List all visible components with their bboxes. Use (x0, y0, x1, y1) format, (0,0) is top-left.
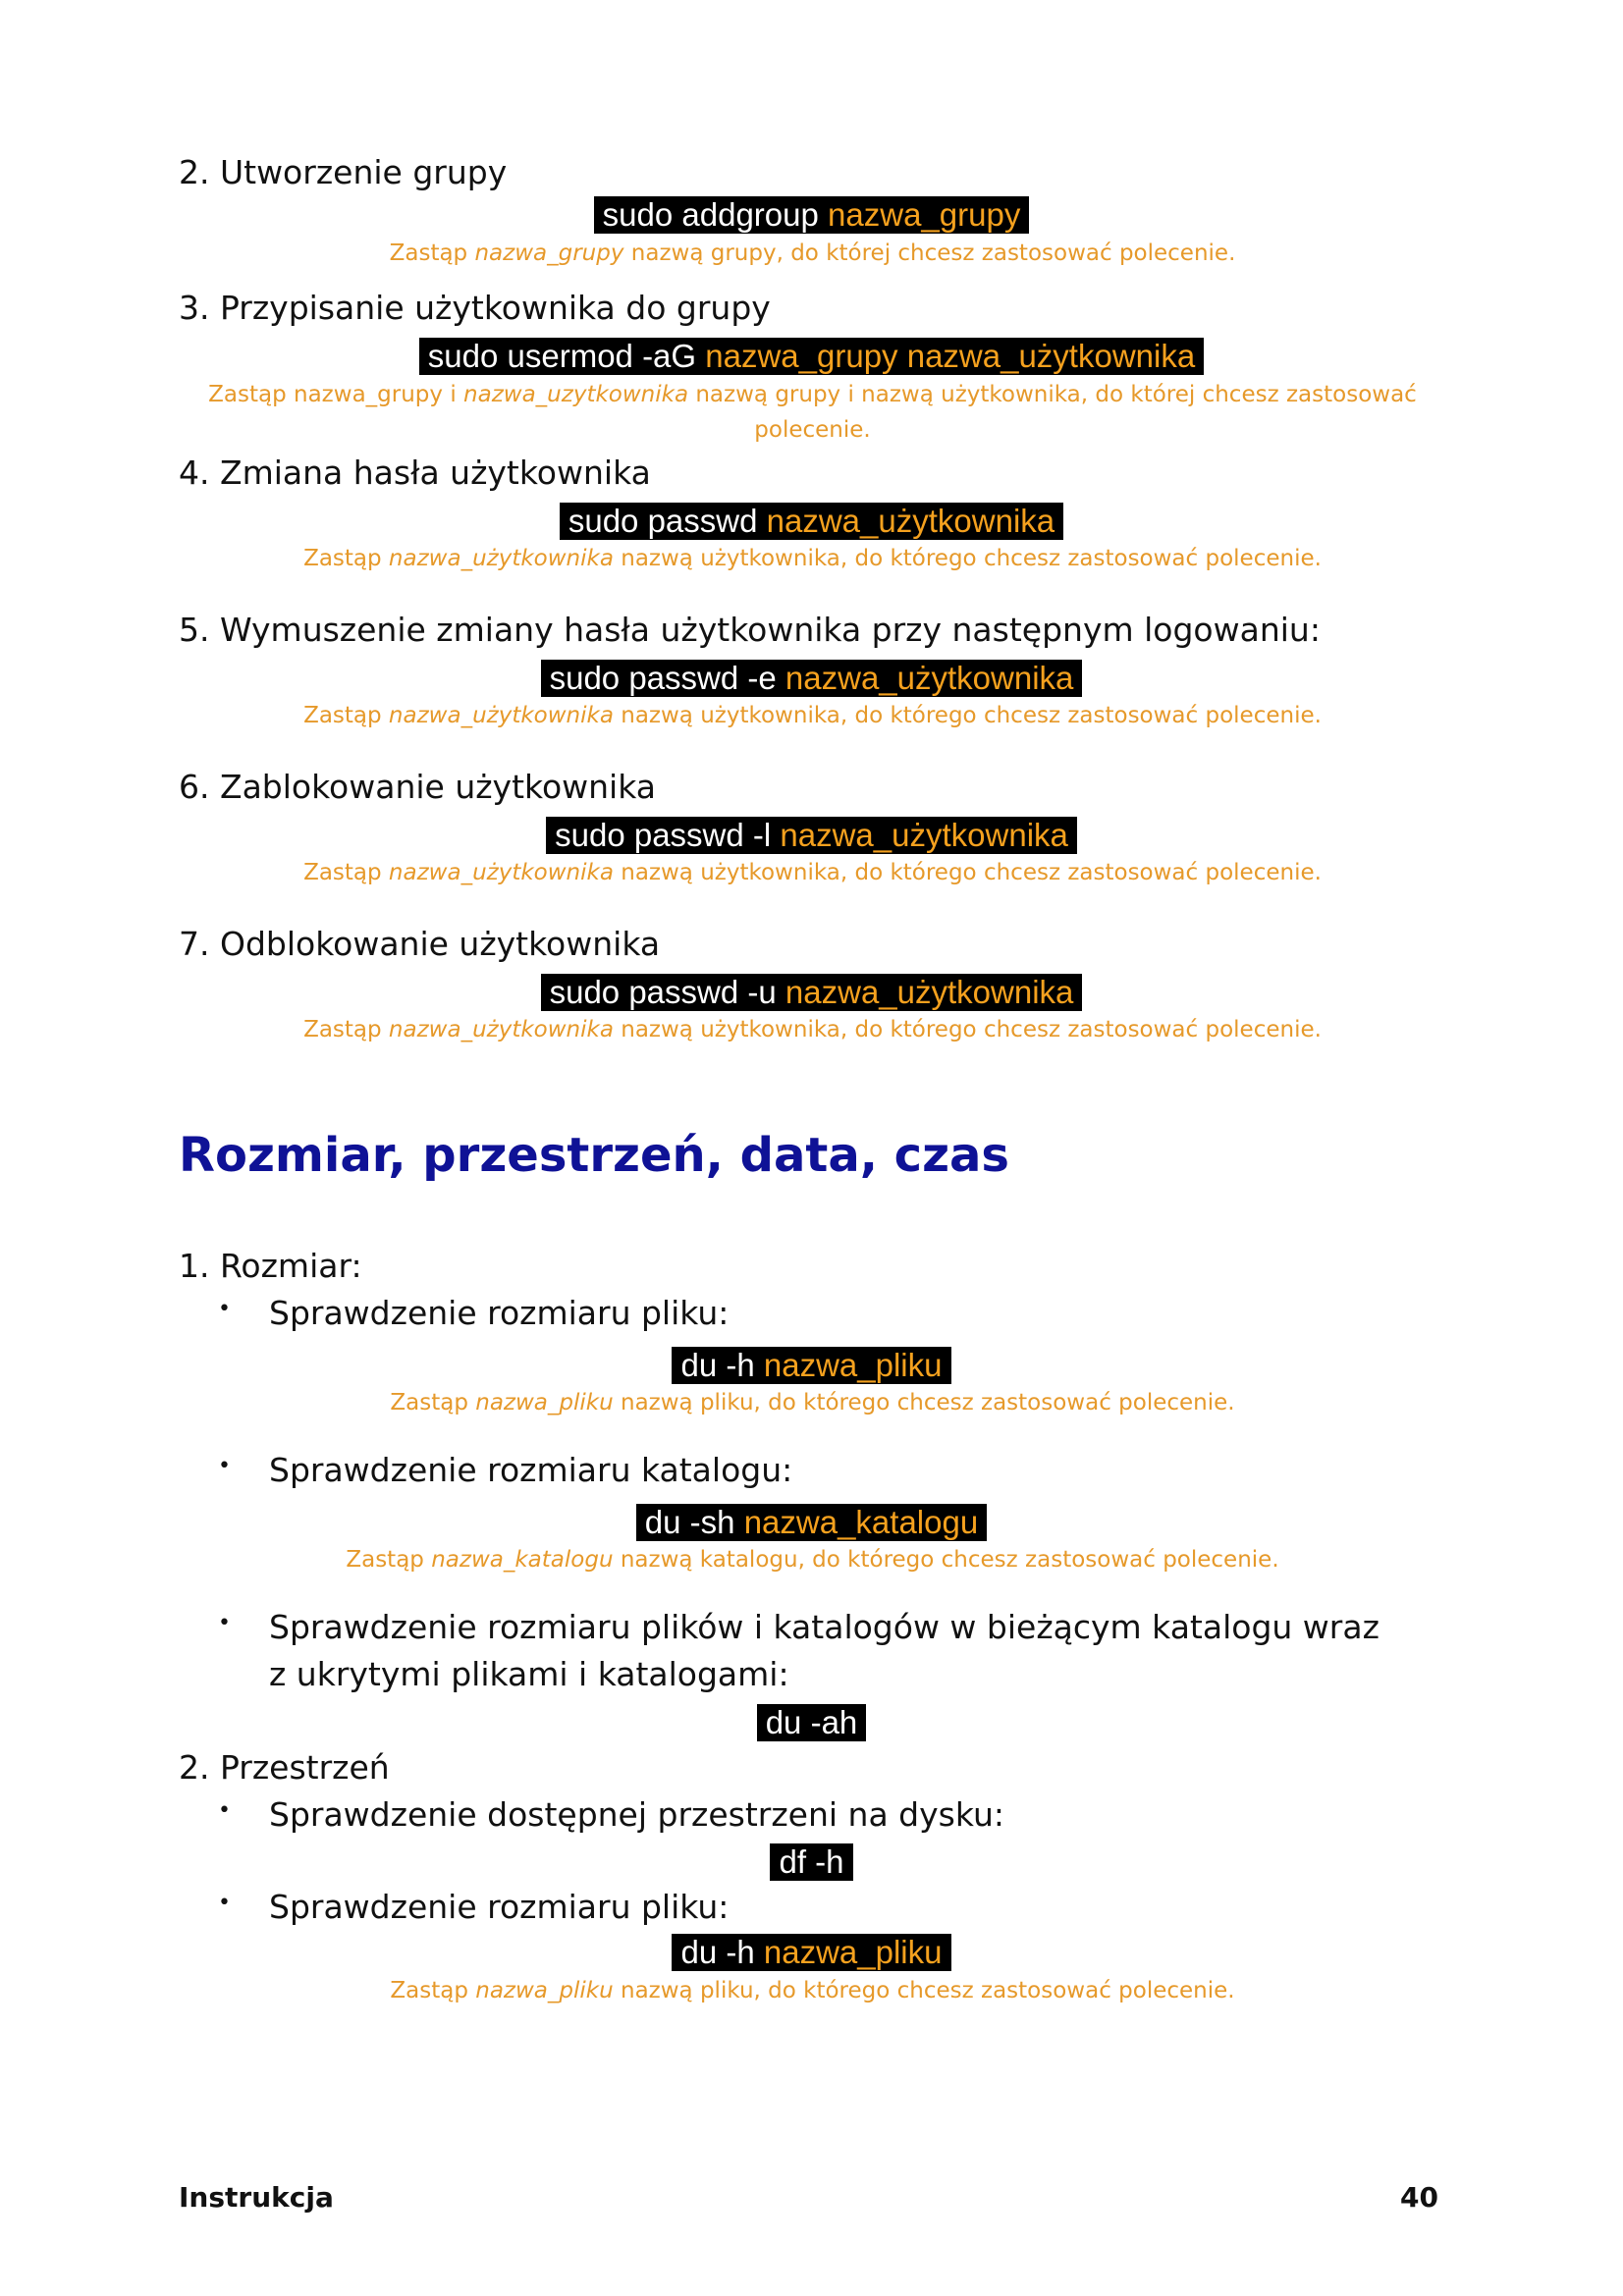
command-text: sudo passwd -u (549, 974, 785, 1010)
command-box (419, 338, 1204, 375)
item-heading: 6. Zablokowanie użytkownika (179, 768, 656, 806)
command-text: sudo addgroup (602, 196, 829, 233)
command-text: sudo passwd (568, 503, 767, 539)
command-row (0, 503, 1623, 540)
command-box (594, 196, 1030, 234)
command-row (0, 1934, 1623, 1971)
bullet-text: Sprawdzenie rozmiaru pliku: (269, 1888, 730, 1926)
command-text: sudo passwd -e (549, 660, 785, 696)
item-heading: 3. Przypisanie użytkownika do grupy (179, 289, 771, 327)
command-box (636, 1504, 987, 1541)
command-text: du -sh (644, 1504, 744, 1540)
command-row (0, 338, 1623, 375)
command-row (0, 660, 1623, 697)
command-note: Zastąp nazwa_użytkownika nazwą użytkownika, do którego chcesz zastosować polecenie. (303, 546, 1322, 571)
command-box (672, 1347, 950, 1384)
command-arg: nazwa_użytkownika (766, 503, 1055, 539)
bullet-text: Sprawdzenie rozmiaru plików i katalogów w bieżącym katalogu wraz z ukrytymi plikami i katalogami: (269, 1608, 1380, 1693)
command-row (0, 974, 1623, 1011)
bullet-text: Sprawdzenie rozmiaru pliku: (269, 1294, 730, 1332)
bullet-text: Sprawdzenie rozmiaru katalogu: (269, 1451, 793, 1489)
command-row (0, 1347, 1623, 1384)
command-note: Zastąp nazwa_użytkownika nazwą użytkownika, do którego chcesz zastosować polecenie. (303, 1017, 1322, 1042)
bullet-icon: • (218, 1611, 231, 1635)
subsection-heading: 2. Przestrzeń (179, 1748, 390, 1787)
command-arg: nazwa_pliku (763, 1934, 943, 1970)
command-arg: nazwa_pliku (763, 1347, 943, 1383)
command-note: Zastąp nazwa_katalogu nazwą katalogu, do którego chcesz zastosować polecenie. (346, 1547, 1279, 1573)
command-arg: nazwa_użytkownika (780, 817, 1068, 853)
item-heading: 2. Utworzenie grupy (179, 153, 508, 191)
command-row (0, 1843, 1623, 1881)
command-arg: nazwa_katalogu (743, 1504, 979, 1540)
command-note: Zastąp nazwa_grupy i nazwa_uzytkownika nazwą grupy i nazwą użytkownika, do której chcesz zastosować polecenie. (208, 382, 1417, 443)
command-note: Zastąp nazwa_pliku nazwą pliku, do którego chcesz zastosować polecenie. (390, 1390, 1235, 1415)
command-box (541, 660, 1083, 697)
command-box (541, 974, 1083, 1011)
bullet-text: Sprawdzenie dostępnej przestrzeni na dysku: (269, 1795, 1004, 1834)
command-note: Zastąp nazwa_użytkownika nazwą użytkownika, do którego chcesz zastosować polecenie. (303, 860, 1322, 885)
command-box: df -h (770, 1843, 852, 1881)
page-number: 40 (1400, 2181, 1438, 2214)
bullet-icon: • (218, 1297, 231, 1321)
command-arg: nazwa_grupy (828, 196, 1021, 233)
command-box (560, 503, 1063, 540)
footer-title: Instrukcja (179, 2181, 334, 2214)
command-text: sudo passwd -l (555, 817, 781, 853)
command-arg: nazwa_użytkownika (784, 660, 1074, 696)
command-row (0, 1704, 1623, 1741)
section-title: Rozmiar, przestrzeń, data, czas (179, 1128, 1009, 1183)
bullet-icon: • (218, 1798, 231, 1823)
bullet-icon: • (218, 1454, 231, 1478)
command-row (0, 196, 1623, 234)
bullet-icon: • (218, 1891, 231, 1915)
command-text: du -h (680, 1347, 764, 1383)
command-note: Zastąp nazwa_pliku nazwą pliku, do którego chcesz zastosować polecenie. (390, 1978, 1235, 2003)
command-box (672, 1934, 950, 1971)
command-box (546, 817, 1077, 854)
command-text: du -h (680, 1934, 764, 1970)
command-box: du -ah (757, 1704, 867, 1741)
command-row (0, 817, 1623, 854)
subsection-heading: 1. Rozmiar: (179, 1247, 362, 1285)
item-heading: 4. Zmiana hasła użytkownika (179, 454, 651, 492)
item-heading: 5. Wymuszenie zmiany hasła użytkownika przy następnym logowaniu: (179, 611, 1321, 649)
command-note: Zastąp nazwa_użytkownika nazwą użytkownika, do którego chcesz zastosować polecenie. (303, 703, 1322, 728)
command-arg: nazwa_użytkownika (784, 974, 1074, 1010)
item-heading: 7. Odblokowanie użytkownika (179, 925, 661, 963)
command-note: Zastąp nazwa_grupy nazwą grupy, do której chcesz zastosować polecenie. (389, 240, 1236, 266)
command-text: sudo usermod -aG (427, 338, 706, 374)
command-row (0, 1504, 1623, 1541)
command-arg: nazwa_grupy nazwa_użytkownika (705, 338, 1196, 374)
